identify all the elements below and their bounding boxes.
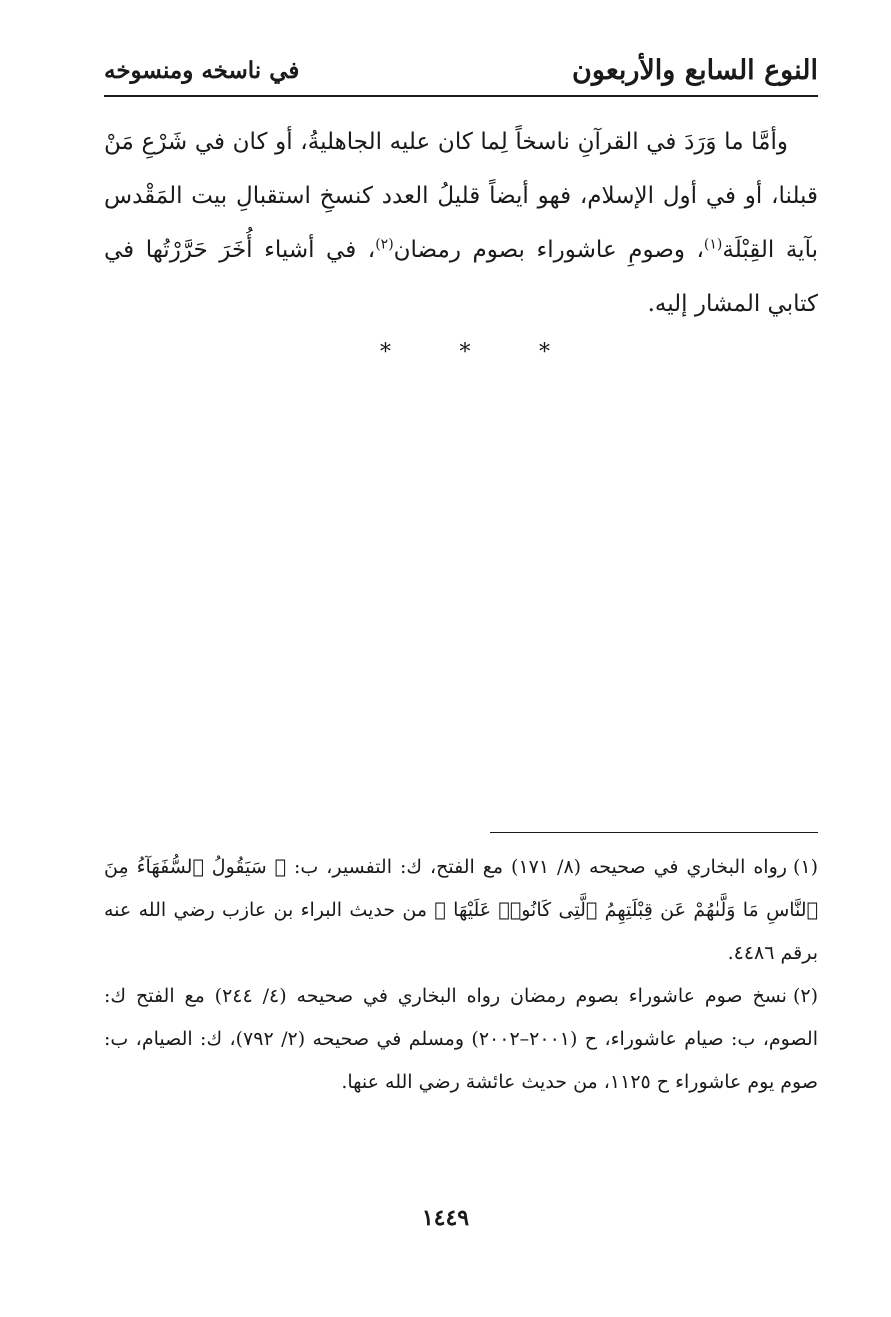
- footnote-ref-1[interactable]: (١): [703, 236, 723, 253]
- footnote-number: (١): [792, 856, 818, 878]
- footnote-ref-2[interactable]: (٢): [375, 236, 394, 253]
- separator-star: *: [380, 340, 391, 365]
- header-rule: [104, 95, 818, 97]
- footnote-text: رواه البخاري في صحيحه (٨/ ١٧١) مع الفتح، ك: التفسير، ب:: [286, 856, 787, 878]
- paragraph-part-2: ، وصومِ عاشوراء بصوم رمضان: [393, 237, 704, 263]
- footnote-1: [104, 846, 818, 975]
- separator-star: *: [459, 340, 471, 365]
- chapter-title: النوع السابع والأربعون: [572, 54, 818, 86]
- page-number: ١٤٤٩: [421, 1205, 470, 1231]
- main-text: [104, 115, 818, 331]
- footnote-number: (٢): [792, 985, 819, 1007]
- section-subject: في ناسخه ومنسوخه: [104, 56, 300, 84]
- footnote-2: [104, 975, 818, 1104]
- paragraph-part-1: وأمَّا ما وَرَدَ في القرآنِ ناسخاً لِما كان عليه الجاهليةُ، أو كان في شَرْعِ مَنْ قبلنا، أو في أول الإسلام، فهو أيضاً قليلُ العدد كنسخِ استقبالِ بيت المَقْدس بآية القِبْلَة: [104, 129, 818, 263]
- running-header: [104, 48, 818, 92]
- footnote-text: من حديث البراء بن عازب رضي الله عنه برقم ٤٤٨٦.: [104, 899, 818, 964]
- quran-verse: ﴿ سَيَقُولُ ٱلسُّفَهَآءُ مِنَ ٱلنَّاسِ مَا وَلَّىٰهُمْ عَن قِبْلَتِهِمُ ٱلَّتِى كَانُوا۟ عَلَيْهَا ﴾: [104, 856, 818, 921]
- footnote-rule: [490, 832, 818, 833]
- separator-star: *: [539, 340, 550, 365]
- footnotes: [104, 846, 818, 1104]
- footnote-text: نسخ صوم عاشوراء بصوم رمضان رواه البخاري في صحيحه (٤/ ٢٤٤) مع الفتح ك: الصوم، ب: صيام عاشوراء، ح (٢٠٠١–٢٠٠٢) ومسلم في صحيحه (٢/ ٧٩٢)، ك: الصيام، ب: صوم يوم عاشوراء ح ١١٢٥، من حديث عائشة رضي الله عنها.: [104, 985, 818, 1093]
- paragraph-part-3: ، في أشياء أُخَرَ حَرَّرْتُها في كتابي المشار إليه.: [104, 237, 818, 317]
- section-separator: [380, 340, 550, 365]
- main-paragraph: [104, 115, 818, 331]
